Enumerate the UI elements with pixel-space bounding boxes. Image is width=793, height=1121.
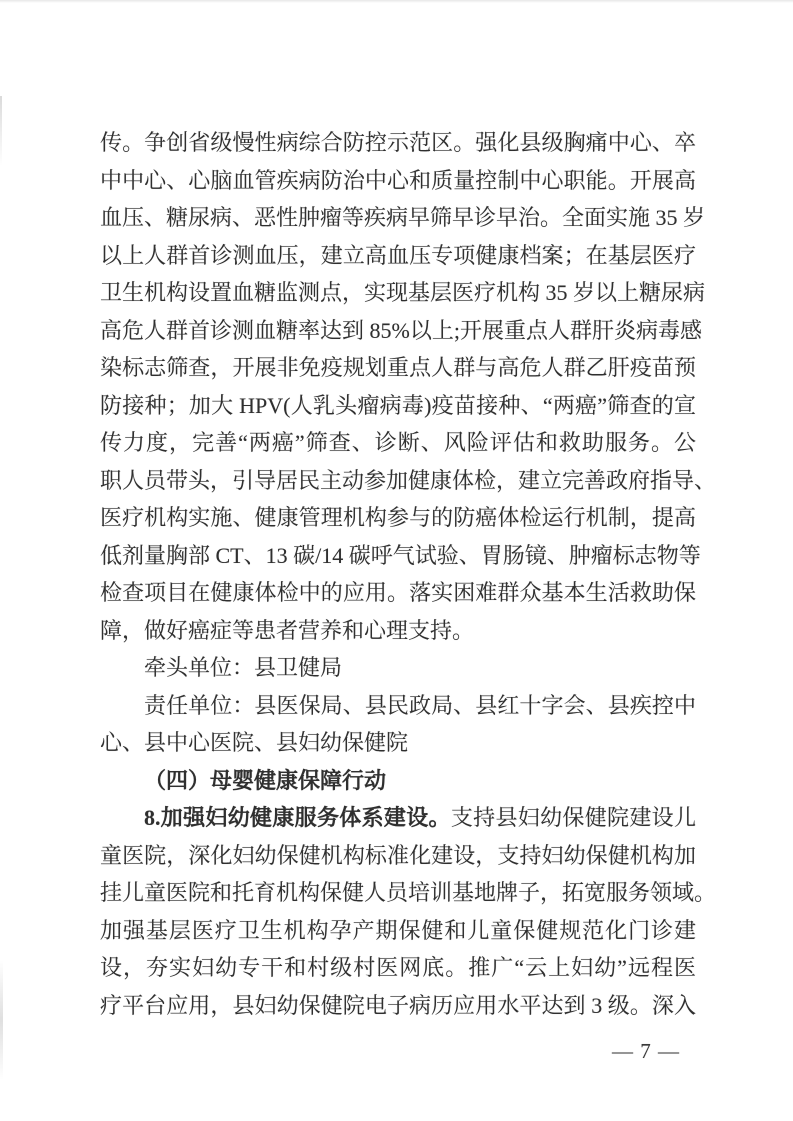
text-line: 染标志筛查，开展非免疫规划重点人群与高危人群乙肝疫苗预 [100, 355, 696, 380]
text-line: 防接种；加大 HPV(人乳头瘤病毒)疫苗接种、“两癌”筛查的宣 [100, 392, 696, 418]
text-line: 疗平台应用，县妇幼保健院电子病历应用水平达到 3 级。深入 [100, 992, 696, 1018]
text-line: 高危人群首诊测血糖率达到 85%以上;开展重点人群肝炎病毒感 [100, 317, 702, 343]
text-line: 低剂量胸部 CT、13 碳/14 碳呼气试验、胃肠镜、肿瘤标志物等 [100, 542, 701, 568]
text-line: 童医院，深化妇幼保健机构标准化建设，支持妇幼保健机构加 [100, 842, 696, 868]
text-line: 医疗机构实施、健康管理机构参与的防癌体检运行机制，提高 [100, 505, 696, 530]
scan-artifact-top-edge [0, 0, 793, 3]
text-line: 以上人群首诊测血压，建立高血压专项健康档案；在基层医疗 [100, 242, 696, 268]
text-line-paragraph-end: 心、县中心医院、县妇幼保健院 [100, 730, 409, 755]
text-line: 设，夯实妇幼专干和村级村医网底。推广“云上妇幼”远程医 [100, 955, 696, 980]
text-line-paragraph-end: 障，做好癌症等患者营养和心理支持。 [100, 617, 475, 643]
text-line: 检查项目在健康体检中的应用。落实困难群众基本生活救助保 [100, 580, 696, 605]
text-line: 职人员带头，引导居民主动参加健康体检，建立完善政府指导、 [100, 467, 717, 493]
lead-unit-line: 牵头单位：县卫健局 [144, 655, 343, 680]
text-segment: 支持县妇幼保健院建设儿 [450, 805, 696, 830]
text-line: 血压、糖尿病、恶性肿瘤等疾病早筛早诊早治。全面实施 35 岁 [100, 205, 706, 230]
document-body [100, 124, 717, 1024]
scan-artifact-left-edge-bottom [0, 960, 3, 1080]
text-line: 传力度，完善“两癌”筛查、诊断、风险评估和救助服务。公 [100, 430, 696, 455]
text-line: 中中心、心脑血管疾病防治中心和质量控制中心职能。开展高 [100, 167, 696, 193]
text-line: 卫生机构设置血糖监测点，实现基层医疗机构 35 岁以上糖尿病 [100, 280, 706, 305]
page-number: — 7 — [612, 1039, 680, 1063]
responsible-unit-line: 责任单位：县医保局、县民政局、县红十字会、县疾控中 [144, 692, 696, 718]
scan-artifact-left-edge [0, 96, 2, 166]
item-heading: 8.加强妇幼健康服务体系建设。 [144, 805, 451, 830]
text-line: 挂儿童医院和托育机构保健人员培训基地牌子，拓宽服务领域。 [100, 880, 717, 905]
section-heading: （四）母婴健康保障行动 [144, 767, 387, 793]
section-heading-line [100, 762, 696, 800]
text-line: 传。争创省级慢性病综合防控示范区。强化县级胸痛中心、卒 [100, 130, 696, 155]
text-line: 加强基层医疗卫生机构孕产期保健和儿童保健规范化门诊建 [100, 917, 696, 943]
item-heading-line [100, 799, 696, 837]
